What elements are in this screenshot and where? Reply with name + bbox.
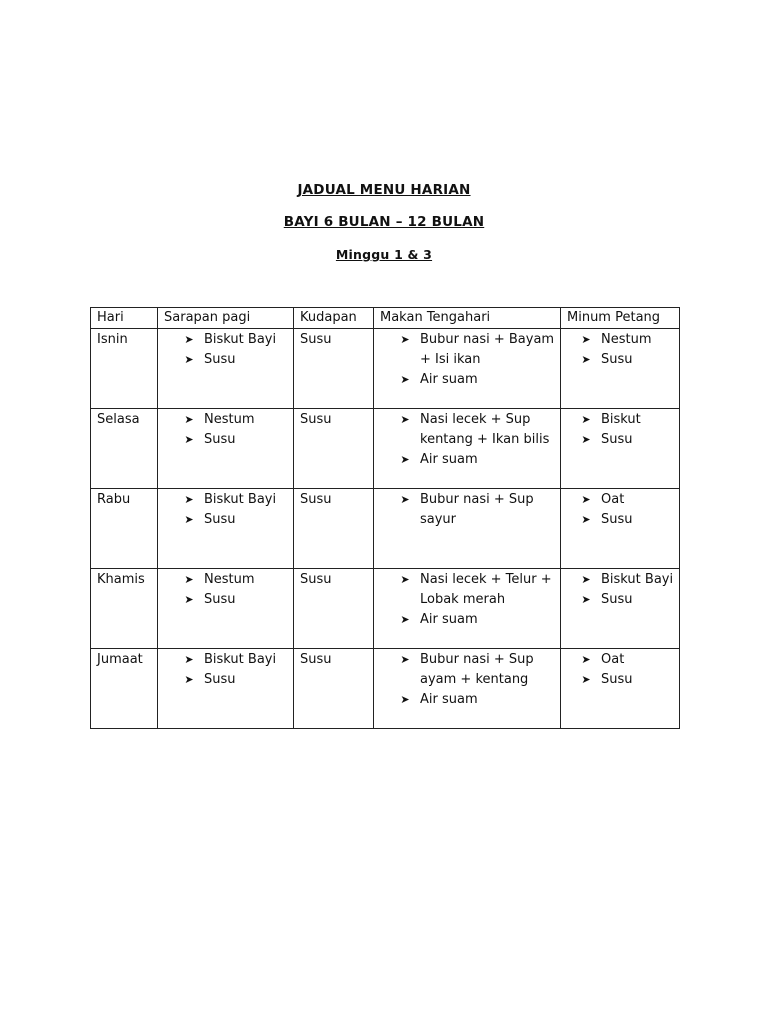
list-item-text: Biskut Bayi [204, 652, 277, 667]
list-item-text: Susu [204, 512, 236, 527]
bullet-list [398, 490, 560, 530]
list-item [182, 490, 293, 510]
list-item [182, 590, 293, 610]
list-item-text: Susu [204, 432, 236, 447]
list-item [579, 670, 679, 690]
list-item-text: Bubur nasi + Sup sayur [420, 492, 534, 527]
arrowhead-bullet-icon: ➤ [184, 333, 194, 346]
arrowhead-bullet-icon: ➤ [581, 653, 591, 666]
list-item-text: Bubur nasi + Sup ayam + kentang [420, 652, 534, 687]
breakfast-cell [158, 489, 294, 569]
bullet-list [182, 570, 293, 610]
arrowhead-bullet-icon: ➤ [184, 573, 194, 586]
list-item-text: Air suam [420, 452, 478, 467]
menu-table [90, 307, 680, 729]
tea-cell [561, 409, 680, 489]
list-item-text: Biskut [601, 412, 641, 427]
list-item-text: Susu [601, 352, 633, 367]
list-item [398, 450, 560, 470]
list-item [182, 430, 293, 450]
bullet-list [579, 410, 679, 450]
tea-cell [561, 569, 680, 649]
list-item [182, 510, 293, 530]
header-lunch: Makan Tengahari [374, 308, 561, 329]
lunch-cell [374, 489, 561, 569]
list-item [579, 650, 679, 670]
list-item-text: Oat [601, 492, 625, 507]
arrowhead-bullet-icon: ➤ [400, 333, 410, 346]
list-item [398, 650, 560, 690]
bullet-list [182, 490, 293, 530]
list-item [182, 570, 293, 590]
arrowhead-bullet-icon: ➤ [184, 433, 194, 446]
list-item [579, 350, 679, 370]
list-item [182, 410, 293, 430]
list-item-text: Air suam [420, 692, 478, 707]
list-item-text: Susu [204, 672, 236, 687]
arrowhead-bullet-icon: ➤ [400, 373, 410, 386]
bullet-list [579, 330, 679, 370]
week-title: Minggu 1 & 3 [335, 247, 433, 262]
table-row [91, 569, 680, 649]
list-item-text: Biskut Bayi [204, 492, 277, 507]
breakfast-cell [158, 329, 294, 409]
breakfast-cell [158, 569, 294, 649]
list-item-text: Oat [601, 652, 625, 667]
day-cell: Isnin [91, 329, 158, 409]
header-snack: Kudapan [294, 308, 374, 329]
list-item [579, 330, 679, 350]
bullet-list [398, 570, 560, 630]
day-cell: Jumaat [91, 649, 158, 729]
list-item [398, 610, 560, 630]
arrowhead-bullet-icon: ➤ [581, 493, 591, 506]
list-item [579, 410, 679, 430]
list-item [579, 490, 679, 510]
list-item-text: Susu [601, 432, 633, 447]
list-item [182, 350, 293, 370]
arrowhead-bullet-icon: ➤ [400, 493, 410, 506]
arrowhead-bullet-icon: ➤ [184, 673, 194, 686]
arrowhead-bullet-icon: ➤ [184, 593, 194, 606]
arrowhead-bullet-icon: ➤ [400, 613, 410, 626]
arrowhead-bullet-icon: ➤ [581, 433, 591, 446]
list-item-text: Nestum [601, 332, 652, 347]
snack-cell: Susu [294, 489, 374, 569]
list-item-text: Susu [601, 592, 633, 607]
list-item-text: Nestum [204, 572, 255, 587]
list-item [398, 410, 560, 450]
tea-cell [561, 329, 680, 409]
table-row [91, 329, 680, 409]
day-cell: Rabu [91, 489, 158, 569]
breakfast-cell [158, 409, 294, 489]
header-breakfast: Sarapan pagi [158, 308, 294, 329]
list-item-text: Susu [601, 512, 633, 527]
arrowhead-bullet-icon: ➤ [581, 673, 591, 686]
arrowhead-bullet-icon: ➤ [581, 413, 591, 426]
arrowhead-bullet-icon: ➤ [581, 513, 591, 526]
list-item-text: Susu [204, 352, 236, 367]
list-item-text: Air suam [420, 372, 478, 387]
bullet-list [398, 330, 560, 390]
arrowhead-bullet-icon: ➤ [581, 573, 591, 586]
breakfast-cell [158, 649, 294, 729]
list-item [579, 570, 679, 590]
header-day: Hari [91, 308, 158, 329]
list-item-text: Nasi lecek + Telur + Lobak merah [420, 572, 552, 607]
list-item-text: Biskut Bayi [204, 332, 277, 347]
tea-cell [561, 489, 680, 569]
bullet-list [398, 410, 560, 470]
arrowhead-bullet-icon: ➤ [581, 333, 591, 346]
list-item-text: Nasi lecek + Sup kentang + Ikan bilis [420, 412, 550, 447]
list-item [398, 490, 560, 530]
arrowhead-bullet-icon: ➤ [184, 513, 194, 526]
list-item [182, 330, 293, 350]
arrowhead-bullet-icon: ➤ [400, 453, 410, 466]
bullet-list [182, 410, 293, 450]
arrowhead-bullet-icon: ➤ [184, 493, 194, 506]
arrowhead-bullet-icon: ➤ [400, 413, 410, 426]
list-item-text: Susu [601, 672, 633, 687]
bullet-list [579, 490, 679, 530]
snack-cell: Susu [294, 409, 374, 489]
table-row [91, 409, 680, 489]
list-item [398, 370, 560, 390]
list-item [398, 330, 560, 370]
age-range-title: BAYI 6 BULAN – 12 BULAN [283, 214, 485, 230]
bullet-list [182, 330, 293, 370]
list-item-text: Biskut Bayi [601, 572, 674, 587]
table-row [91, 649, 680, 729]
list-item-text: Susu [204, 592, 236, 607]
day-cell: Khamis [91, 569, 158, 649]
list-item-text: Bubur nasi + Bayam + Isi ikan [420, 332, 555, 367]
arrowhead-bullet-icon: ➤ [184, 413, 194, 426]
snack-cell: Susu [294, 569, 374, 649]
lunch-cell [374, 329, 561, 409]
bullet-list [182, 650, 293, 690]
arrowhead-bullet-icon: ➤ [400, 653, 410, 666]
list-item-text: Air suam [420, 612, 478, 627]
arrowhead-bullet-icon: ➤ [581, 353, 591, 366]
list-item [579, 510, 679, 530]
table-row [91, 489, 680, 569]
list-item [182, 650, 293, 670]
lunch-cell [374, 569, 561, 649]
lunch-cell [374, 409, 561, 489]
snack-cell: Susu [294, 649, 374, 729]
arrowhead-bullet-icon: ➤ [400, 693, 410, 706]
tea-cell [561, 649, 680, 729]
header-row [91, 308, 680, 329]
list-item-text: Nestum [204, 412, 255, 427]
lunch-cell [374, 649, 561, 729]
arrowhead-bullet-icon: ➤ [581, 593, 591, 606]
arrowhead-bullet-icon: ➤ [184, 653, 194, 666]
bullet-list [579, 570, 679, 610]
list-item [398, 570, 560, 610]
header-tea: Minum Petang [561, 308, 680, 329]
arrowhead-bullet-icon: ➤ [400, 573, 410, 586]
bullet-list [579, 650, 679, 690]
arrowhead-bullet-icon: ➤ [184, 353, 194, 366]
list-item [579, 590, 679, 610]
bullet-list [398, 650, 560, 710]
list-item [182, 670, 293, 690]
day-cell: Selasa [91, 409, 158, 489]
document-title: JADUAL MENU HARIAN [297, 182, 471, 198]
snack-cell: Susu [294, 329, 374, 409]
list-item [579, 430, 679, 450]
list-item [398, 690, 560, 710]
